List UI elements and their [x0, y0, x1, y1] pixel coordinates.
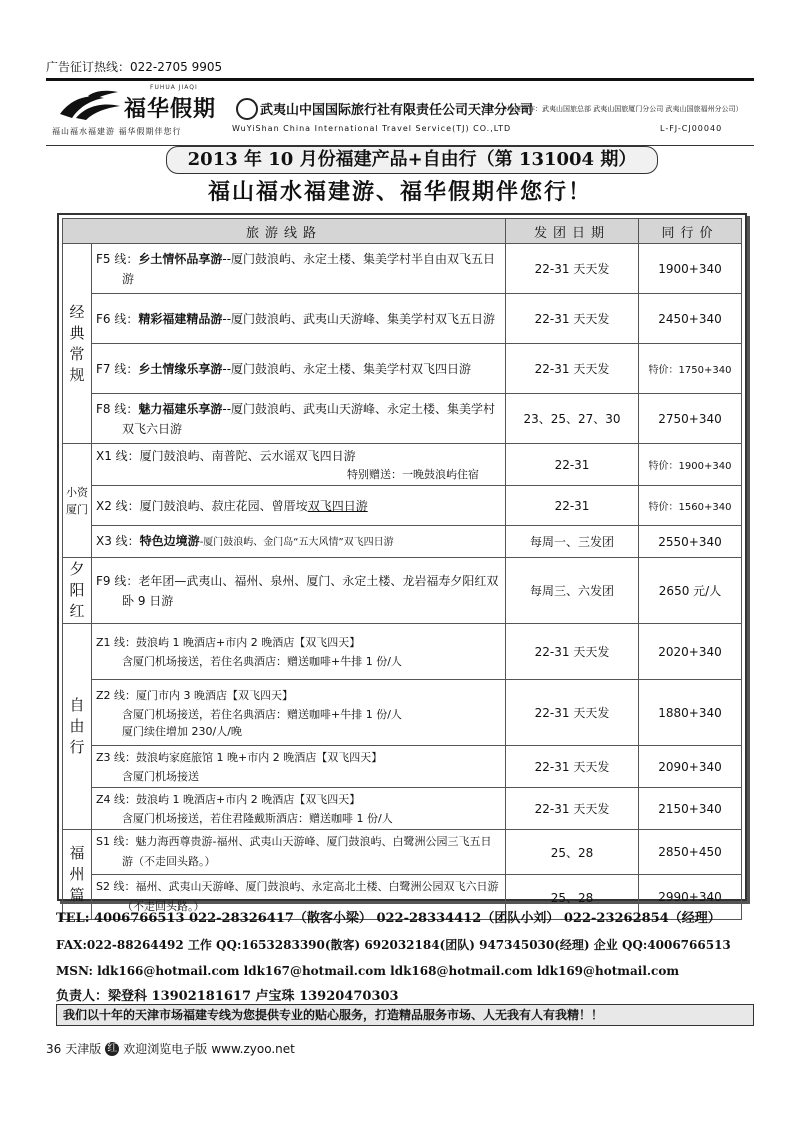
tour-price-table — [62, 218, 742, 920]
route-z3: Z3 线：鼓浪屿家庭旅馆 1 晚+市内 2 晚酒店【双飞四天】 含厦门机场接送 — [92, 746, 506, 788]
category-fuzhou: 福州篇 — [63, 830, 92, 920]
price-x1: 特价：1900+340 — [639, 444, 742, 486]
price-f7: 特价：1750+340 — [639, 344, 742, 394]
main-slogan: 福山福水福建游、福华假期伴您行！ — [207, 179, 592, 205]
table-row — [63, 294, 742, 344]
issue-title: 2013 年 10 月份福建产品+自由行（第 131004 期） — [166, 146, 658, 174]
date-x2: 22-31 — [506, 486, 639, 526]
route-x1: X1 线：厦门鼓浪屿、南普陀、云水谣双飞四日游 特别赠送：一晚鼓浪屿住宿 — [92, 444, 506, 486]
route-f8: F8 线：魅力福建乐享游--厦门鼓浪屿、武夷山天游峰、永定土楼、集美学村双飞六日游 — [92, 394, 506, 444]
price-f6: 2450+340 — [639, 294, 742, 344]
date-z2: 22-31 天天发 — [506, 680, 639, 746]
route-f5: F5 线：乡土情怀品享游--厦门鼓浪屿、永定土楼、集美学村半自由双飞五日游 — [92, 244, 506, 294]
agency-name: 武夷山中国国际旅行社有限责任公司天津分公司 — [260, 103, 534, 118]
table-header-row — [63, 219, 742, 244]
table-row — [63, 526, 742, 558]
date-z1: 22-31 天天发 — [506, 624, 639, 680]
contact-person: 负责人：梁登科 13902181617 卢宝珠 13920470303 — [56, 989, 399, 1004]
table-row — [63, 558, 742, 624]
price-z1: 2020+340 — [639, 624, 742, 680]
table-row — [63, 624, 742, 680]
price-f9: 2650 元/人 — [639, 558, 742, 624]
date-f9: 每周三、六发团 — [506, 558, 639, 624]
brand-logo — [52, 84, 232, 134]
route-x3: X3 线：特色边境游-厦门鼓浪屿、金门岛“五大风情”双飞四日游 — [92, 526, 506, 558]
date-x3: 每周一、三发团 — [506, 526, 639, 558]
date-z3: 22-31 天天发 — [506, 746, 639, 788]
contact-fax: FAX:022-88264492 工作 QQ:1653283390(散客) 692032184(团队) 947345030(经理) 企业 QQ:4006766513 — [56, 938, 731, 952]
route-z1: Z1 线：鼓浪屿 1 晚酒店+市内 2 晚酒店【双飞四天】 含厦门机场接送，若住名典酒店：赠送咖啡+牛排 1 份/人 — [92, 624, 506, 680]
route-x2: X2 线：厦门鼓浪屿、菽庄花园、曾厝垵双飞四日游 — [92, 486, 506, 526]
table-row — [63, 344, 742, 394]
table-row — [63, 486, 742, 526]
header-date: 发团日期 — [506, 219, 639, 244]
date-f5: 22-31 天天发 — [506, 244, 639, 294]
logo-slogan: 福山福水福建游 福华假期伴您行 — [52, 127, 182, 136]
ad-hotline: 广告征订热线：022-2705 9905 — [46, 60, 223, 74]
price-x2: 特价：1560+340 — [639, 486, 742, 526]
date-f7: 22-31 天天发 — [506, 344, 639, 394]
welcome-text: 欢迎浏览电子版 — [123, 1042, 208, 1056]
category-free: 自由行 — [63, 624, 92, 830]
reference-code: L-FJ-CJ00040 — [660, 124, 723, 133]
table-row — [63, 680, 742, 746]
route-f6: F6 线：精彩福建精品游--厦门鼓浪屿、武夷山天游峰、集美学村双飞五日游 — [92, 294, 506, 344]
route-f9: F9 线：老年团—武夷山、福州、泉州、厦门、永定土楼、龙岩福寿夕阳红双卧 9 日游 — [92, 558, 506, 624]
price-f5: 1900+340 — [639, 244, 742, 294]
price-z4: 2150+340 — [639, 788, 742, 830]
table-row — [63, 244, 742, 294]
edition-label: 天津版 — [65, 1042, 102, 1056]
date-s1: 25、28 — [506, 830, 639, 875]
price-s1: 2850+450 — [639, 830, 742, 875]
page-number: 36 — [46, 1041, 62, 1056]
date-s2: 25、28 — [506, 875, 639, 920]
table-row — [63, 788, 742, 830]
price-z3: 2090+340 — [639, 746, 742, 788]
date-f8: 23、25、27、30 — [506, 394, 639, 444]
category-sunset: 夕阳红 — [63, 558, 92, 624]
table-row — [63, 830, 742, 875]
price-f8: 2750+340 — [639, 394, 742, 444]
bird-logo-icon — [58, 88, 128, 122]
route-s2: S2 线：福州、武夷山天游峰、厦门鼓浪屿、永定高北土楼、白鹭洲公园双飞六日游（不走回头路。） — [92, 875, 506, 920]
route-s1: S1 线：魅力海西尊贵游-福州、武夷山天游峰、厦门鼓浪屿、白鹭洲公园三飞五日游（不走回头路。） — [92, 830, 506, 875]
table-row — [63, 394, 742, 444]
category-xiamen: 小资厦门 — [63, 444, 92, 558]
agency-emblem-icon — [236, 98, 258, 120]
route-z4: Z4 线：鼓浪屿 1 晚酒店+市内 2 晚酒店【双飞四天】 含厦门机场接送，若住君隆戴斯酒店：赠送咖啡 1 份/人 — [92, 788, 506, 830]
header-price: 同行价 — [639, 219, 742, 244]
date-f6: 22-31 天天发 — [506, 294, 639, 344]
logo-chinese: 福华假期 — [124, 97, 217, 122]
contact-block — [56, 906, 756, 1010]
route-f7: F7 线：乡土情缘乐享游--厦门鼓浪屿、永定土楼、集美学村双飞四日游 — [92, 344, 506, 394]
red-badge-icon: 红 — [107, 1042, 118, 1054]
route-z2: Z2 线：厦门市内 3 晚酒店【双飞四天】 含厦门机场接送，若住名典酒店：赠送咖啡+牛排 1 份/人 厦门续住增加 230/人/晚 — [92, 680, 506, 746]
website-link[interactable]: www.zyoo.net — [211, 1041, 295, 1056]
page-footer — [46, 1040, 295, 1057]
logo-english: FUHUA JIAQI — [150, 84, 198, 91]
contact-tel: TEL: 4006766513 022-28326417（散客小梁） 022-28334412（团队小刘） 022-23262854（经理） — [56, 911, 721, 926]
service-motto: 我们以十年的天津市场福建专线为您提供专业的贴心服务，打造精品服务市场、人无我有人有我精！！ — [56, 1004, 754, 1026]
category-classic: 经典常规 — [63, 244, 92, 444]
agency-english-name: WuYiShan China International Travel Service(TJ) CO.,LTD — [232, 124, 512, 133]
price-z2: 1880+340 — [639, 680, 742, 746]
contact-msn: MSN: ldk166@hotmail.com ldk167@hotmail.com ldk168@hotmail.com ldk169@hotmail.com — [56, 964, 680, 978]
price-x3: 2550+340 — [639, 526, 742, 558]
date-x1: 22-31 — [506, 444, 639, 486]
table-row — [63, 444, 742, 486]
table-row — [63, 746, 742, 788]
agency-branches: （地接操作：武夷山国旅总部 武夷山国旅厦门分公司 武夷山国旅福州分公司） — [500, 105, 743, 113]
header-route: 旅游线路 — [63, 219, 506, 244]
price-s2: 2990+340 — [639, 875, 742, 920]
date-z4: 22-31 天天发 — [506, 788, 639, 830]
